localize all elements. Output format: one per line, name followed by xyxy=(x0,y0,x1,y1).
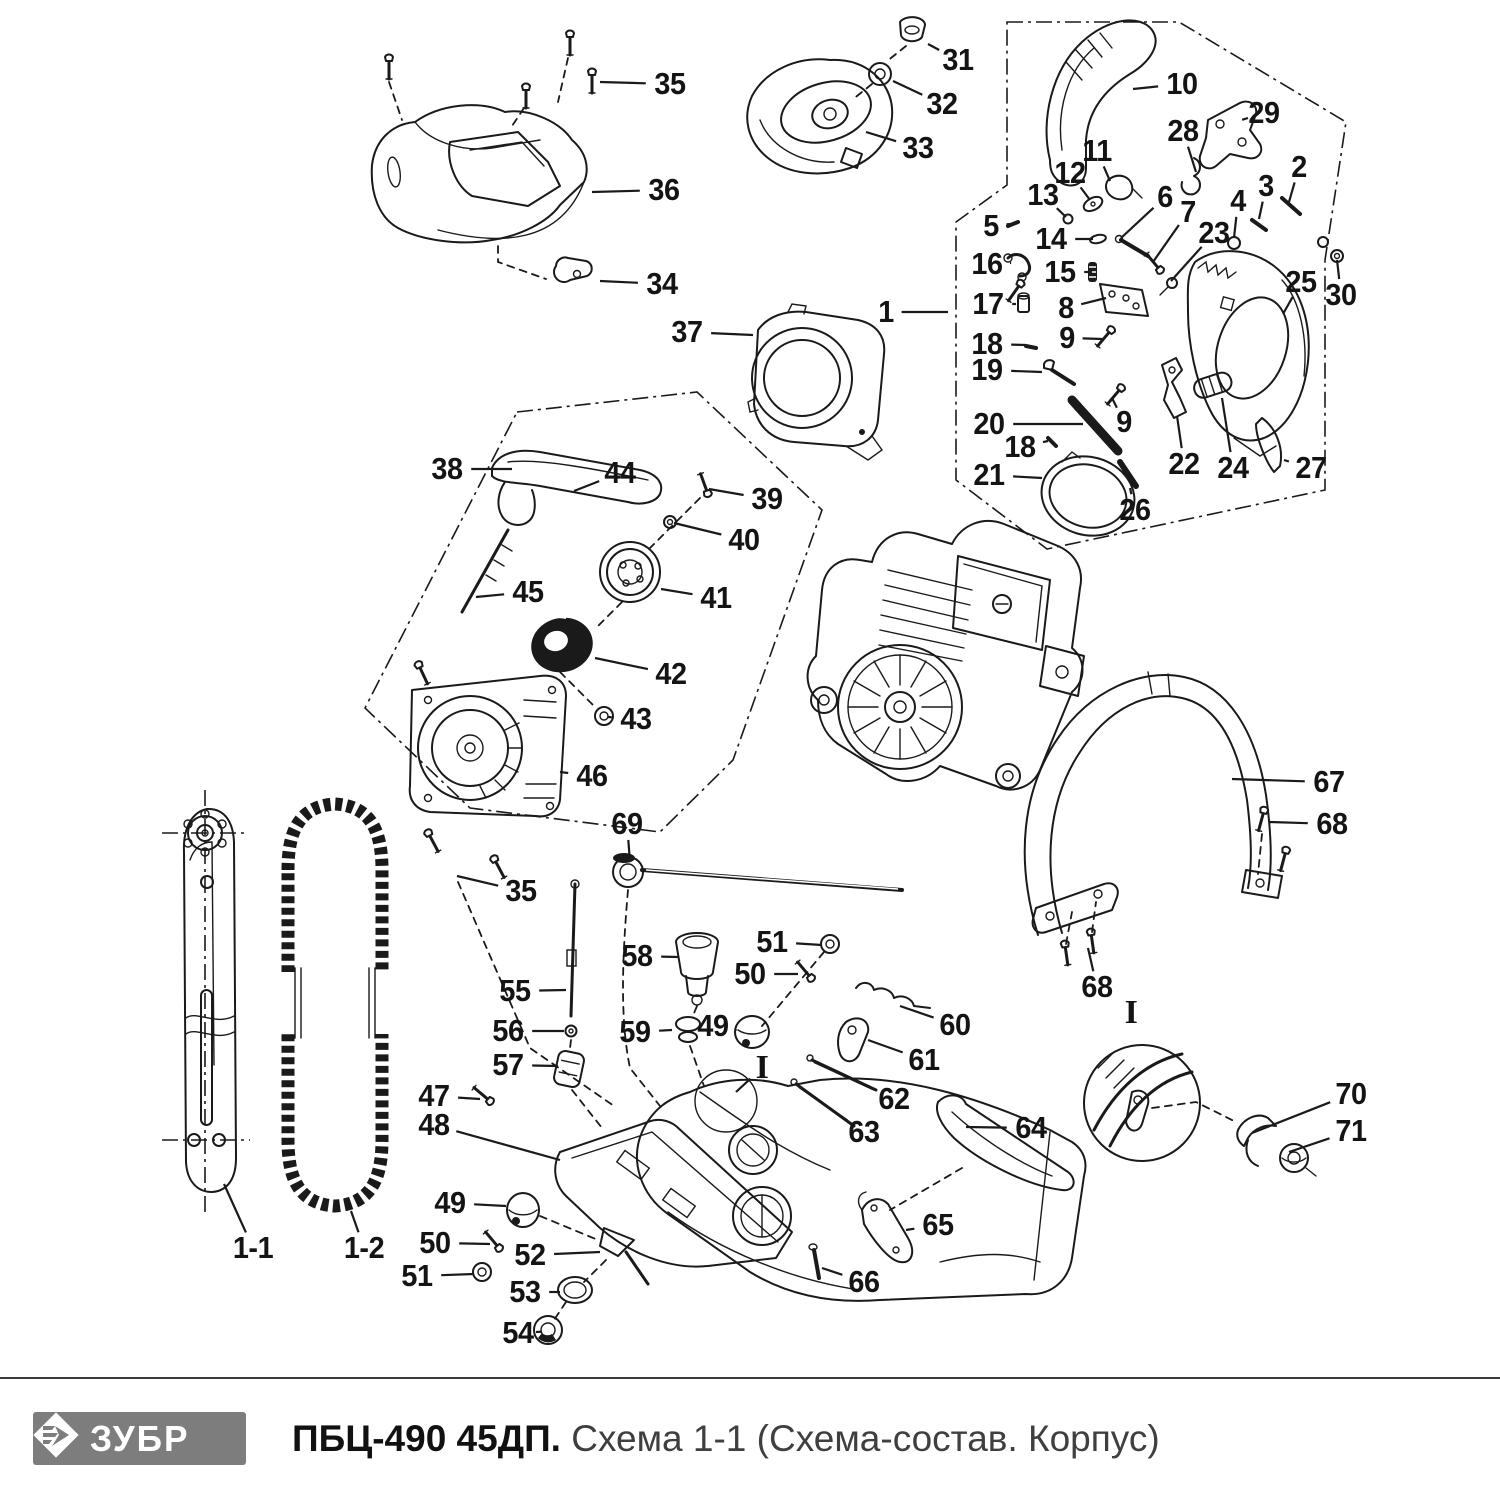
callout-49: 49 xyxy=(697,1008,729,1043)
callout-69: 69 xyxy=(611,806,643,841)
leader-7 xyxy=(1153,225,1179,262)
callout-9: 9 xyxy=(1116,404,1132,439)
leader-13 xyxy=(1057,208,1066,217)
air-filter-cover-assembly xyxy=(747,17,925,173)
callout-12: 12 xyxy=(1054,155,1086,190)
engine-assembly xyxy=(808,521,1084,790)
leader-35 xyxy=(600,82,646,83)
leader-27 xyxy=(1284,460,1289,462)
leader-34 xyxy=(600,281,638,283)
callout-3: 3 xyxy=(1258,168,1274,203)
callout-41: 41 xyxy=(700,580,732,615)
leader-48 xyxy=(456,1131,560,1160)
callout-I: I xyxy=(755,1049,769,1086)
leader-63 xyxy=(799,1087,847,1120)
callout-10: 10 xyxy=(1166,66,1198,101)
callout-56: 56 xyxy=(492,1013,524,1048)
leader-36 xyxy=(592,191,640,192)
callout-50: 50 xyxy=(734,956,766,991)
leader-4 xyxy=(1234,217,1236,238)
callout-8: 8 xyxy=(1058,290,1074,325)
leader-3 xyxy=(1259,202,1263,219)
callout-61: 61 xyxy=(908,1042,940,1077)
callout-1: 1 xyxy=(878,294,894,329)
callout-1-1: 1-1 xyxy=(232,1230,274,1265)
callout-2: 2 xyxy=(1291,149,1307,184)
callout-I: I xyxy=(1124,994,1138,1031)
leader-42 xyxy=(595,658,648,669)
leader-22 xyxy=(1177,416,1182,448)
callout-32: 32 xyxy=(926,86,958,121)
callout-9: 9 xyxy=(1059,320,1075,355)
callout-23: 23 xyxy=(1198,215,1230,250)
leader-33 xyxy=(866,132,896,141)
leader-1-1 xyxy=(224,1184,246,1232)
leader-30 xyxy=(1337,260,1339,279)
leader-64 xyxy=(966,1127,1007,1128)
fuel-tank-assembly xyxy=(423,828,1085,1344)
callout-15: 15 xyxy=(1044,254,1076,289)
leader-61 xyxy=(868,1040,903,1052)
callout-22: 22 xyxy=(1168,446,1200,481)
leader-11 xyxy=(1104,166,1110,181)
leader-51 xyxy=(441,1274,474,1275)
callout-24: 24 xyxy=(1217,450,1249,485)
callout-27: 27 xyxy=(1295,450,1327,485)
callout-55: 55 xyxy=(499,973,531,1008)
saw-chain xyxy=(278,804,392,1206)
callout-52: 52 xyxy=(514,1237,546,1272)
leader-10 xyxy=(1133,86,1158,89)
callout-14: 14 xyxy=(1035,221,1067,256)
leader-59 xyxy=(659,1030,672,1031)
leader-46 xyxy=(560,772,568,773)
callout-70: 70 xyxy=(1335,1076,1367,1111)
leader-21 xyxy=(1013,476,1042,478)
leader-29 xyxy=(1242,118,1248,120)
callout-1-2: 1-2 xyxy=(343,1230,385,1265)
callout-20: 20 xyxy=(973,406,1005,441)
leader-18 xyxy=(1043,441,1048,442)
callout-36: 36 xyxy=(648,172,680,207)
callout-49: 49 xyxy=(434,1185,466,1220)
callout-51: 51 xyxy=(756,924,788,959)
leader-55 xyxy=(539,990,566,991)
leader-62 xyxy=(814,1062,874,1090)
callout-46: 46 xyxy=(576,758,608,793)
leader-24 xyxy=(1222,398,1231,452)
callout-44: 44 xyxy=(604,455,636,490)
callout-16: 16 xyxy=(971,246,1003,281)
leader-44 xyxy=(574,481,599,491)
callout-19: 19 xyxy=(971,352,1003,387)
callout-66: 66 xyxy=(848,1264,880,1299)
callout-47: 47 xyxy=(418,1078,450,1113)
callout-43: 43 xyxy=(620,701,652,736)
top-cover-assembly xyxy=(372,31,596,282)
leader-2 xyxy=(1289,182,1295,202)
leader-57 xyxy=(532,1066,558,1067)
callout-48: 48 xyxy=(418,1107,450,1142)
brand-logo-icon xyxy=(33,1412,79,1458)
callout-65: 65 xyxy=(922,1207,954,1242)
leader-35 xyxy=(457,876,498,886)
brand-name: ЗУБР xyxy=(89,1417,190,1459)
callout-34: 34 xyxy=(646,266,678,301)
leader-41 xyxy=(661,589,693,594)
callout-71: 71 xyxy=(1335,1113,1367,1148)
callout-6: 6 xyxy=(1157,179,1173,214)
leader-37 xyxy=(711,333,753,335)
callout-59: 59 xyxy=(619,1014,651,1049)
callout-13: 13 xyxy=(1027,177,1059,212)
leader-25 xyxy=(1283,297,1293,314)
leader-8 xyxy=(1081,298,1106,304)
callout-60: 60 xyxy=(939,1007,971,1042)
callout-58: 58 xyxy=(621,938,653,973)
callout-57: 57 xyxy=(492,1047,524,1082)
callout-51: 51 xyxy=(401,1258,433,1293)
leader-66 xyxy=(822,1268,842,1275)
leader-52 xyxy=(554,1252,600,1254)
callout-28: 28 xyxy=(1167,113,1199,148)
scheme-name: Схема 1-1 (Схема-состав. Корпус) xyxy=(571,1418,1160,1459)
diagram-title xyxy=(292,1418,1160,1460)
callout-5: 5 xyxy=(983,208,999,243)
chain-brake-cluster xyxy=(1004,20,1343,546)
callout-30: 30 xyxy=(1325,277,1357,312)
callout-35: 35 xyxy=(654,66,686,101)
callout-42: 42 xyxy=(655,656,687,691)
brand-logo xyxy=(33,1412,246,1465)
leader-47 xyxy=(458,1098,480,1099)
callout-64: 64 xyxy=(1015,1110,1047,1145)
callout-18: 18 xyxy=(971,326,1003,361)
callout-7: 7 xyxy=(1180,194,1196,229)
callout-leader-lines xyxy=(224,44,1339,1332)
leader-50 xyxy=(459,1243,490,1244)
callout-53: 53 xyxy=(509,1274,541,1309)
leader-68 xyxy=(1270,822,1308,823)
leader-65 xyxy=(906,1229,914,1230)
callout-54: 54 xyxy=(502,1315,534,1350)
leader-1-2 xyxy=(351,1211,359,1232)
callout-38: 38 xyxy=(431,451,463,486)
callout-67: 67 xyxy=(1313,764,1345,799)
callout-18: 18 xyxy=(1004,429,1036,464)
leader-51 xyxy=(796,943,822,945)
leader-70 xyxy=(1252,1102,1330,1133)
leader-6 xyxy=(1121,208,1154,238)
callout-50: 50 xyxy=(419,1225,451,1260)
leader-32 xyxy=(893,81,922,95)
handlebar-assembly xyxy=(1025,672,1291,965)
leader-31 xyxy=(928,44,939,50)
callout-62: 62 xyxy=(878,1081,910,1116)
callout-26: 26 xyxy=(1119,492,1151,527)
callout-63: 63 xyxy=(848,1114,880,1149)
callout-37: 37 xyxy=(671,314,703,349)
callout-4: 4 xyxy=(1230,183,1246,218)
callout-35: 35 xyxy=(505,873,537,908)
model-name: ПБЦ-490 45ДП. xyxy=(292,1418,561,1459)
detail-view-I xyxy=(1084,1045,1316,1176)
callout-21: 21 xyxy=(973,457,1005,492)
leader-26 xyxy=(1130,488,1131,494)
callout-31: 31 xyxy=(942,42,974,77)
footer-divider xyxy=(0,1377,1500,1379)
leader-9 xyxy=(1112,398,1117,408)
starter-assembly xyxy=(410,451,713,817)
callout-33: 33 xyxy=(902,130,934,165)
leader-71 xyxy=(1289,1138,1330,1152)
callout-39: 39 xyxy=(751,481,783,516)
leader-23 xyxy=(1171,247,1202,281)
leader-9 xyxy=(1083,338,1102,339)
leader-49 xyxy=(474,1204,506,1206)
leader-40 xyxy=(674,523,721,535)
callout-40: 40 xyxy=(728,522,760,557)
callout-68: 68 xyxy=(1081,969,1113,1004)
guide-bar xyxy=(162,790,250,1212)
leader-39 xyxy=(709,489,744,495)
callout-68: 68 xyxy=(1316,806,1348,841)
callout-17: 17 xyxy=(972,286,1004,321)
flywheel-cover xyxy=(748,304,884,460)
callout-45: 45 xyxy=(512,574,544,609)
callout-29: 29 xyxy=(1248,95,1280,130)
leader-12 xyxy=(1081,187,1090,200)
leader-45 xyxy=(476,594,504,597)
callout-11: 11 xyxy=(1082,133,1112,168)
leader-19 xyxy=(1011,371,1042,372)
callout-25: 25 xyxy=(1285,264,1317,299)
